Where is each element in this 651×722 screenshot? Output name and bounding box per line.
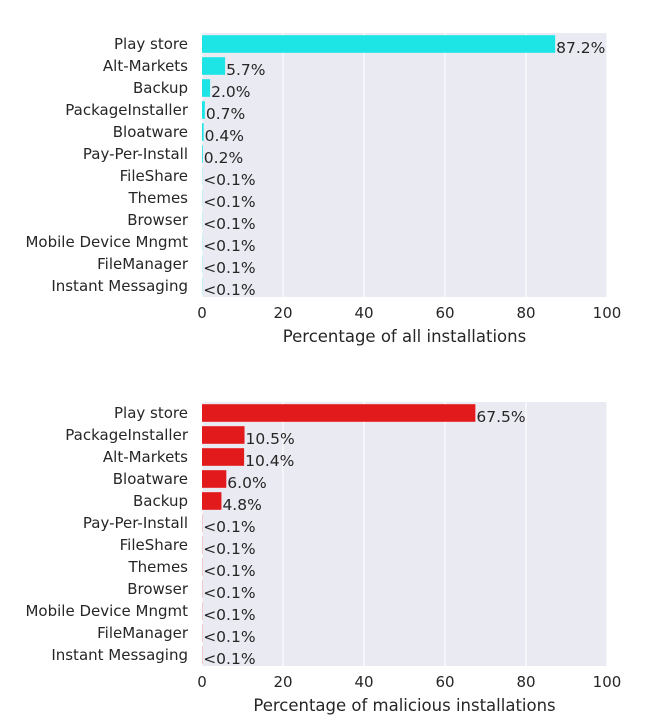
data-label: <0.1% <box>203 281 256 299</box>
x-axis-title: Percentage of all installations <box>282 327 527 346</box>
category-label: Mobile Device Mngmt <box>25 233 188 251</box>
x-tick-label: 20 <box>273 304 293 322</box>
category-label: Mobile Device Mngmt <box>25 602 188 620</box>
x-tick-label: 40 <box>354 673 374 691</box>
x-tick-label: 80 <box>516 673 536 691</box>
data-label: 6.0% <box>227 474 267 492</box>
bar <box>202 57 225 75</box>
bar <box>202 470 226 488</box>
bar <box>202 448 244 466</box>
category-label: Browser <box>127 211 188 229</box>
category-label: Browser <box>127 580 188 598</box>
category-label: Backup <box>133 492 188 510</box>
category-label: Alt-Markets <box>102 448 188 466</box>
x-tick-label: 0 <box>197 304 207 322</box>
category-label: Instant Messaging <box>51 277 188 295</box>
data-label: <0.1% <box>203 518 256 536</box>
data-label: <0.1% <box>203 193 256 211</box>
data-label: 10.5% <box>245 430 295 448</box>
bar <box>202 101 205 119</box>
data-label: 4.8% <box>222 496 262 514</box>
malicious-installations-chart-svg <box>0 362 651 722</box>
category-label: Bloatware <box>112 470 188 488</box>
data-label: 67.5% <box>476 408 526 426</box>
x-tick-label: 0 <box>197 673 207 691</box>
data-label: 10.4% <box>245 452 295 470</box>
category-label: Pay-Per-Install <box>82 514 188 532</box>
data-label: <0.1% <box>203 606 256 624</box>
data-label: 87.2% <box>556 39 606 57</box>
data-label: 5.7% <box>226 61 266 79</box>
data-label: 0.4% <box>204 127 245 145</box>
category-label: Backup <box>133 79 188 97</box>
data-label: <0.1% <box>203 171 256 189</box>
data-label: 2.0% <box>211 83 251 101</box>
data-label: <0.1% <box>203 237 256 255</box>
bar <box>202 145 203 163</box>
bar <box>202 35 555 53</box>
x-axis-title: Percentage of malicious installations <box>253 696 556 715</box>
category-label: Themes <box>128 189 188 207</box>
malicious-installations-chart <box>0 362 651 722</box>
category-label: FileShare <box>119 536 188 554</box>
category-label: FileManager <box>97 255 188 273</box>
data-label: <0.1% <box>203 562 256 580</box>
category-label: Themes <box>128 558 188 576</box>
data-label: <0.1% <box>203 259 256 277</box>
category-label: Instant Messaging <box>51 646 188 664</box>
x-tick-label: 60 <box>435 673 455 691</box>
bar <box>202 426 245 444</box>
category-label: PackageInstaller <box>65 101 188 119</box>
category-label: Bloatware <box>112 123 188 141</box>
x-tick-label: 80 <box>516 304 536 322</box>
bar <box>202 79 210 97</box>
x-tick-label: 100 <box>592 673 622 691</box>
x-tick-label: 100 <box>592 304 622 322</box>
data-label: <0.1% <box>203 215 256 233</box>
data-label: <0.1% <box>203 650 256 668</box>
category-label: Play store <box>114 404 188 422</box>
category-label: FileShare <box>119 167 188 185</box>
category-label: PackageInstaller <box>65 426 188 444</box>
bar <box>202 123 204 141</box>
data-label: <0.1% <box>203 584 256 602</box>
category-label: Play store <box>114 35 188 53</box>
bar <box>202 404 475 422</box>
category-label: Alt-Markets <box>102 57 188 75</box>
category-label: FileManager <box>97 624 188 642</box>
bar <box>202 492 221 510</box>
data-label: <0.1% <box>203 540 256 558</box>
x-tick-label: 60 <box>435 304 455 322</box>
data-label: 0.7% <box>205 105 246 123</box>
category-label: Pay-Per-Install <box>82 145 188 163</box>
x-tick-label: 40 <box>354 304 374 322</box>
x-tick-label: 20 <box>273 673 293 691</box>
data-label: <0.1% <box>203 628 256 646</box>
data-label: 0.2% <box>203 149 244 167</box>
